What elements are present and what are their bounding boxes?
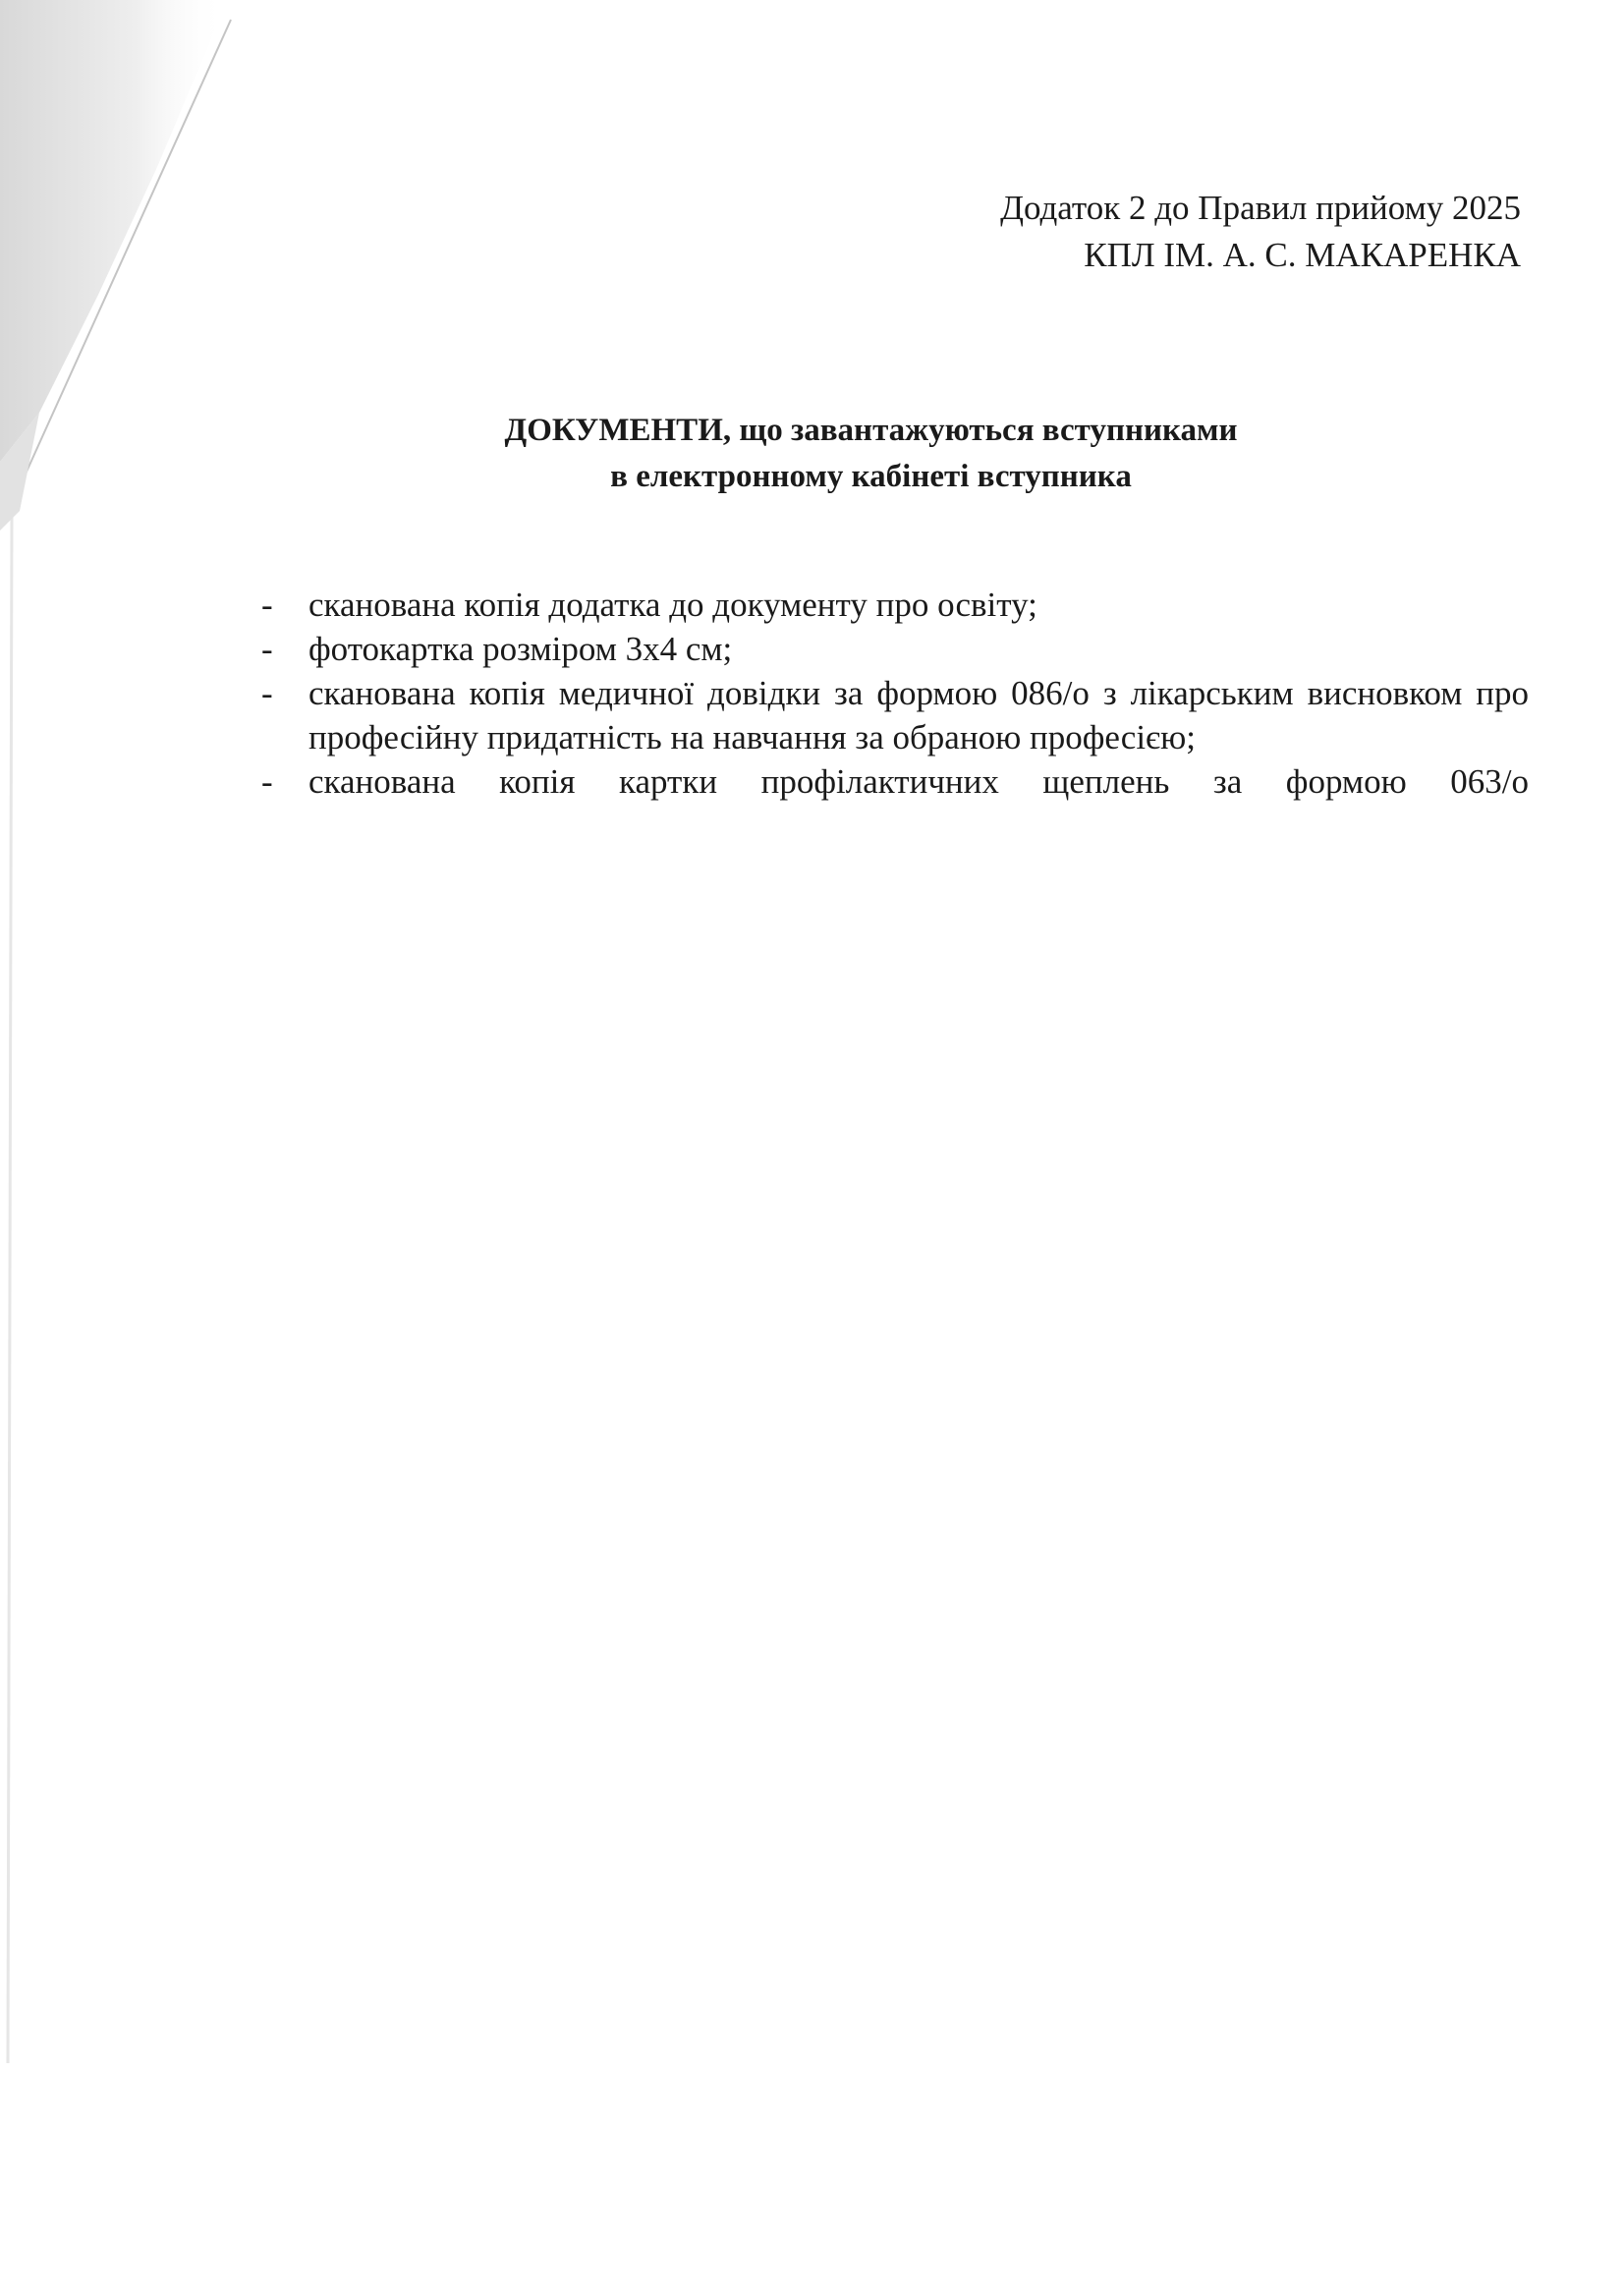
header-appendix-line: Додаток 2 до Правил прийому 2025 — [1000, 189, 1521, 227]
list-item — [257, 583, 1529, 627]
list-item-text: сканована копія додатка до документу про освіту; — [308, 586, 1037, 624]
list-item — [257, 671, 1529, 759]
list-dash: - — [261, 674, 273, 712]
documents-list — [257, 583, 1529, 804]
list-item — [257, 759, 1529, 804]
list-item-text: фотокартка розміром 3х4 см; — [308, 630, 733, 668]
list-item-text: сканована копія картки профілактичних щеплень за формою 063/о — [308, 762, 1529, 801]
list-dash: - — [261, 630, 273, 668]
list-item — [257, 627, 1529, 671]
title-line-2: в електронному кабінеті вступника — [610, 459, 1132, 494]
document-title — [0, 408, 1624, 500]
header-institution-line: КПЛ ІМ. А. С. МАКАРЕНКА — [1084, 236, 1521, 274]
title-line-1: ДОКУМЕНТИ, що завантажуються вступниками — [504, 413, 1238, 448]
list-dash: - — [261, 762, 273, 801]
list-dash: - — [261, 586, 273, 624]
list-item-text: сканована копія медичної довідки за формою 086/о з лікарським висновком про професійну придатність на навчання за обраною професією; — [308, 674, 1529, 756]
document-header — [1000, 185, 1521, 279]
